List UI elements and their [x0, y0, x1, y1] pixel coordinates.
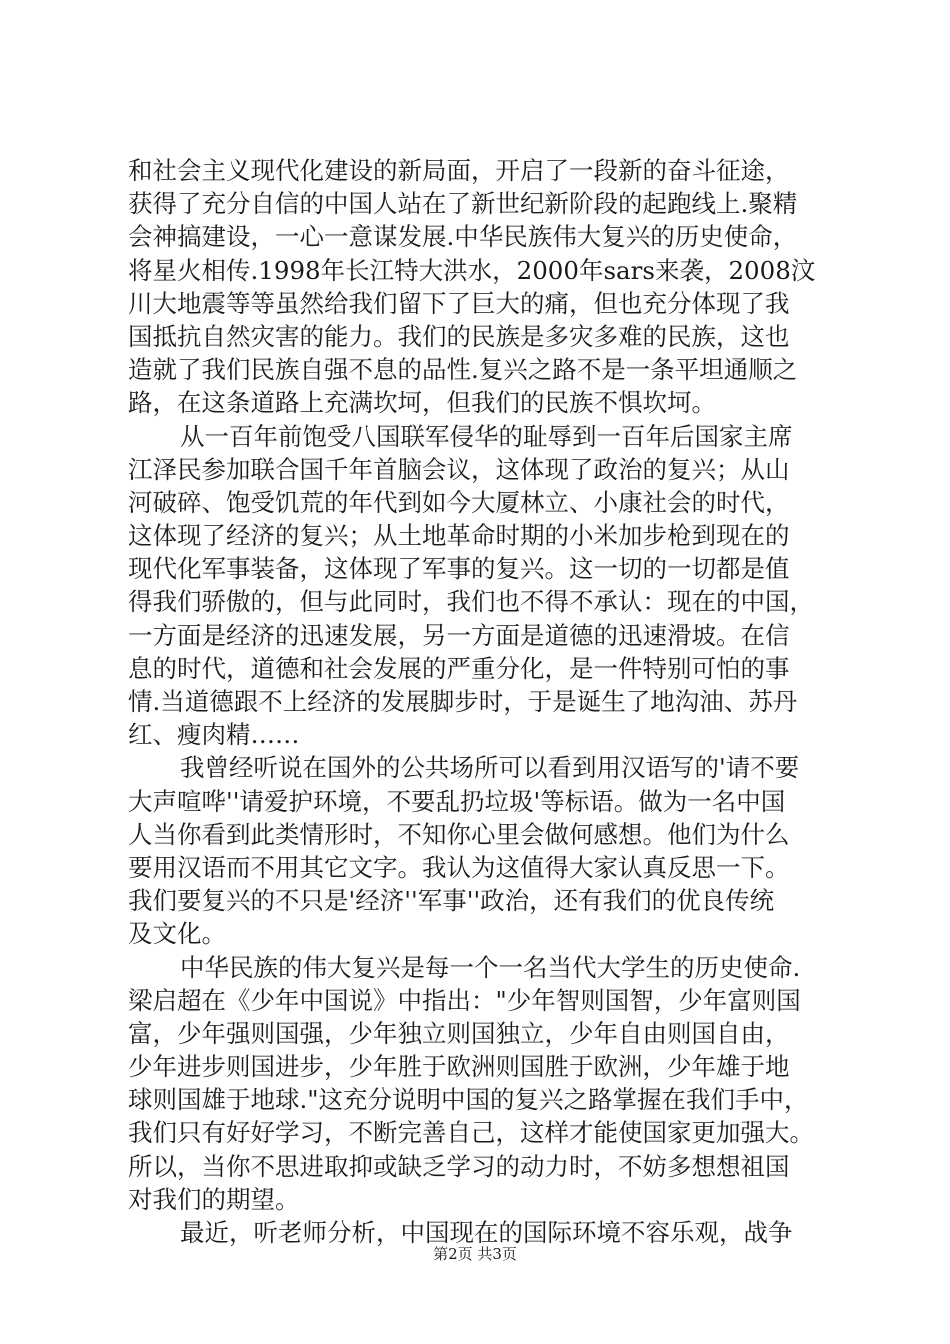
paragraph-line: 富，少年强则国强，少年独立则国独立，少年自由则国自由，	[128, 1018, 790, 1048]
paragraph-line: 大声喧哗''请爱护环境，不要乱扔垃圾'等标语。做为一名中国	[128, 786, 786, 816]
paragraph	[128, 154, 848, 420]
paragraph-line: 梁启超在《少年中国说》中指出："少年智则国智，少年富则国	[128, 985, 801, 1015]
paragraph-line: 中华民族的伟大复兴是每一个一名当代大学生的历史使命.	[180, 952, 801, 982]
paragraph-line: 我们只有好好学习，不断完善自己，这样才能使国家更加强大。	[128, 1118, 814, 1148]
paragraph-line: 和社会主义现代化建设的新局面，开启了一段新的奋斗征途，	[128, 156, 790, 185]
paragraph-line: 一方面是经济的迅速发展，另一方面是道德的迅速滑坡。在信	[128, 620, 790, 650]
paragraph	[128, 420, 848, 752]
paragraph-line: 河破碎、饱受饥荒的年代到如今大厦林立、小康社会的时代，	[128, 487, 790, 517]
paragraph-line: 现代化军事装备，这体现了军事的复兴。这一切的一切都是值	[128, 554, 790, 584]
paragraph-line: 造就了我们民族自强不息的品性.复兴之路不是一条平坦通顺之	[128, 355, 798, 385]
paragraph-line: 得我们骄傲的，但与此同时，我们也不得不承认：现在的中国，	[128, 587, 814, 617]
paragraph-line: 江泽民参加联合国千年首脑会议，这体现了政治的复兴；从山	[128, 454, 790, 484]
page-number-footer: 第2页 共3页	[433, 1245, 517, 1263]
paragraph-line: 川大地震等等虽然给我们留下了巨大的痛，但也充分体现了我	[128, 288, 790, 318]
paragraph-line: 息的时代，道德和社会发展的严重分化，是一件特别可怕的事	[128, 653, 790, 683]
paragraph-line: 最近，听老师分析，中国现在的国际环境不容乐观，战争	[180, 1218, 793, 1247]
paragraph	[128, 951, 848, 1217]
paragraph-line: 情.当道德跟不上经济的发展脚步时，于是诞生了地沟油、苏丹	[128, 687, 798, 716]
paragraph-line: 少年进步则国进步，少年胜于欧洲则国胜于欧洲，少年雄于地	[128, 1052, 790, 1082]
paragraph-line: 要用汉语而不用其它文字。我认为这值得大家认真反思一下。	[128, 852, 790, 882]
paragraph-line: 红、瘦肉精……	[128, 720, 300, 750]
document-body	[128, 154, 848, 1249]
paragraph-line: 我曾经听说在国外的公共场所可以看到用汉语写的'请不要	[180, 753, 800, 783]
paragraph-line: 球则国雄于地球."这充分说明中国的复兴之路掌握在我们手中，	[128, 1085, 809, 1115]
paragraph-line: 获得了充分自信的中国人站在了新世纪新阶段的起跑线上.聚精	[128, 189, 798, 219]
paragraph-line: 所以，当你不思进取抑或缺乏学习的动力时，不妨多想想祖国	[128, 1151, 790, 1181]
paragraph-line: 我们要复兴的不只是'经济''军事''政治，还有我们的优良传统	[128, 886, 775, 916]
paragraph-line: 这体现了经济的复兴；从土地革命时期的小米加步枪到现在的	[128, 521, 790, 551]
paragraph-line: 国抵抗自然灾害的能力。我们的民族是多灾多难的民族，这也	[128, 321, 790, 351]
paragraph-line: 人当你看到此类情形时，不知你心里会做何感想。他们为什么	[128, 819, 790, 849]
paragraph-line: 路，在这条道路上充满坎坷，但我们的民族不惧坎坷。	[128, 388, 716, 418]
paragraph-line: 会神搞建设，一心一意谋发展.中华民族伟大复兴的历史使命，	[128, 222, 798, 252]
paragraph	[128, 751, 848, 950]
paragraph-line: 将星火相传.1998年长江特大洪水，2000年sars来袭，2008汶	[128, 255, 816, 285]
paragraph-line: 从一百年前饱受八国联军侵华的耻辱到一百年后国家主席	[180, 421, 793, 451]
paragraph-line: 及文化。	[128, 919, 226, 949]
paragraph-line: 对我们的期望。	[128, 1184, 300, 1214]
